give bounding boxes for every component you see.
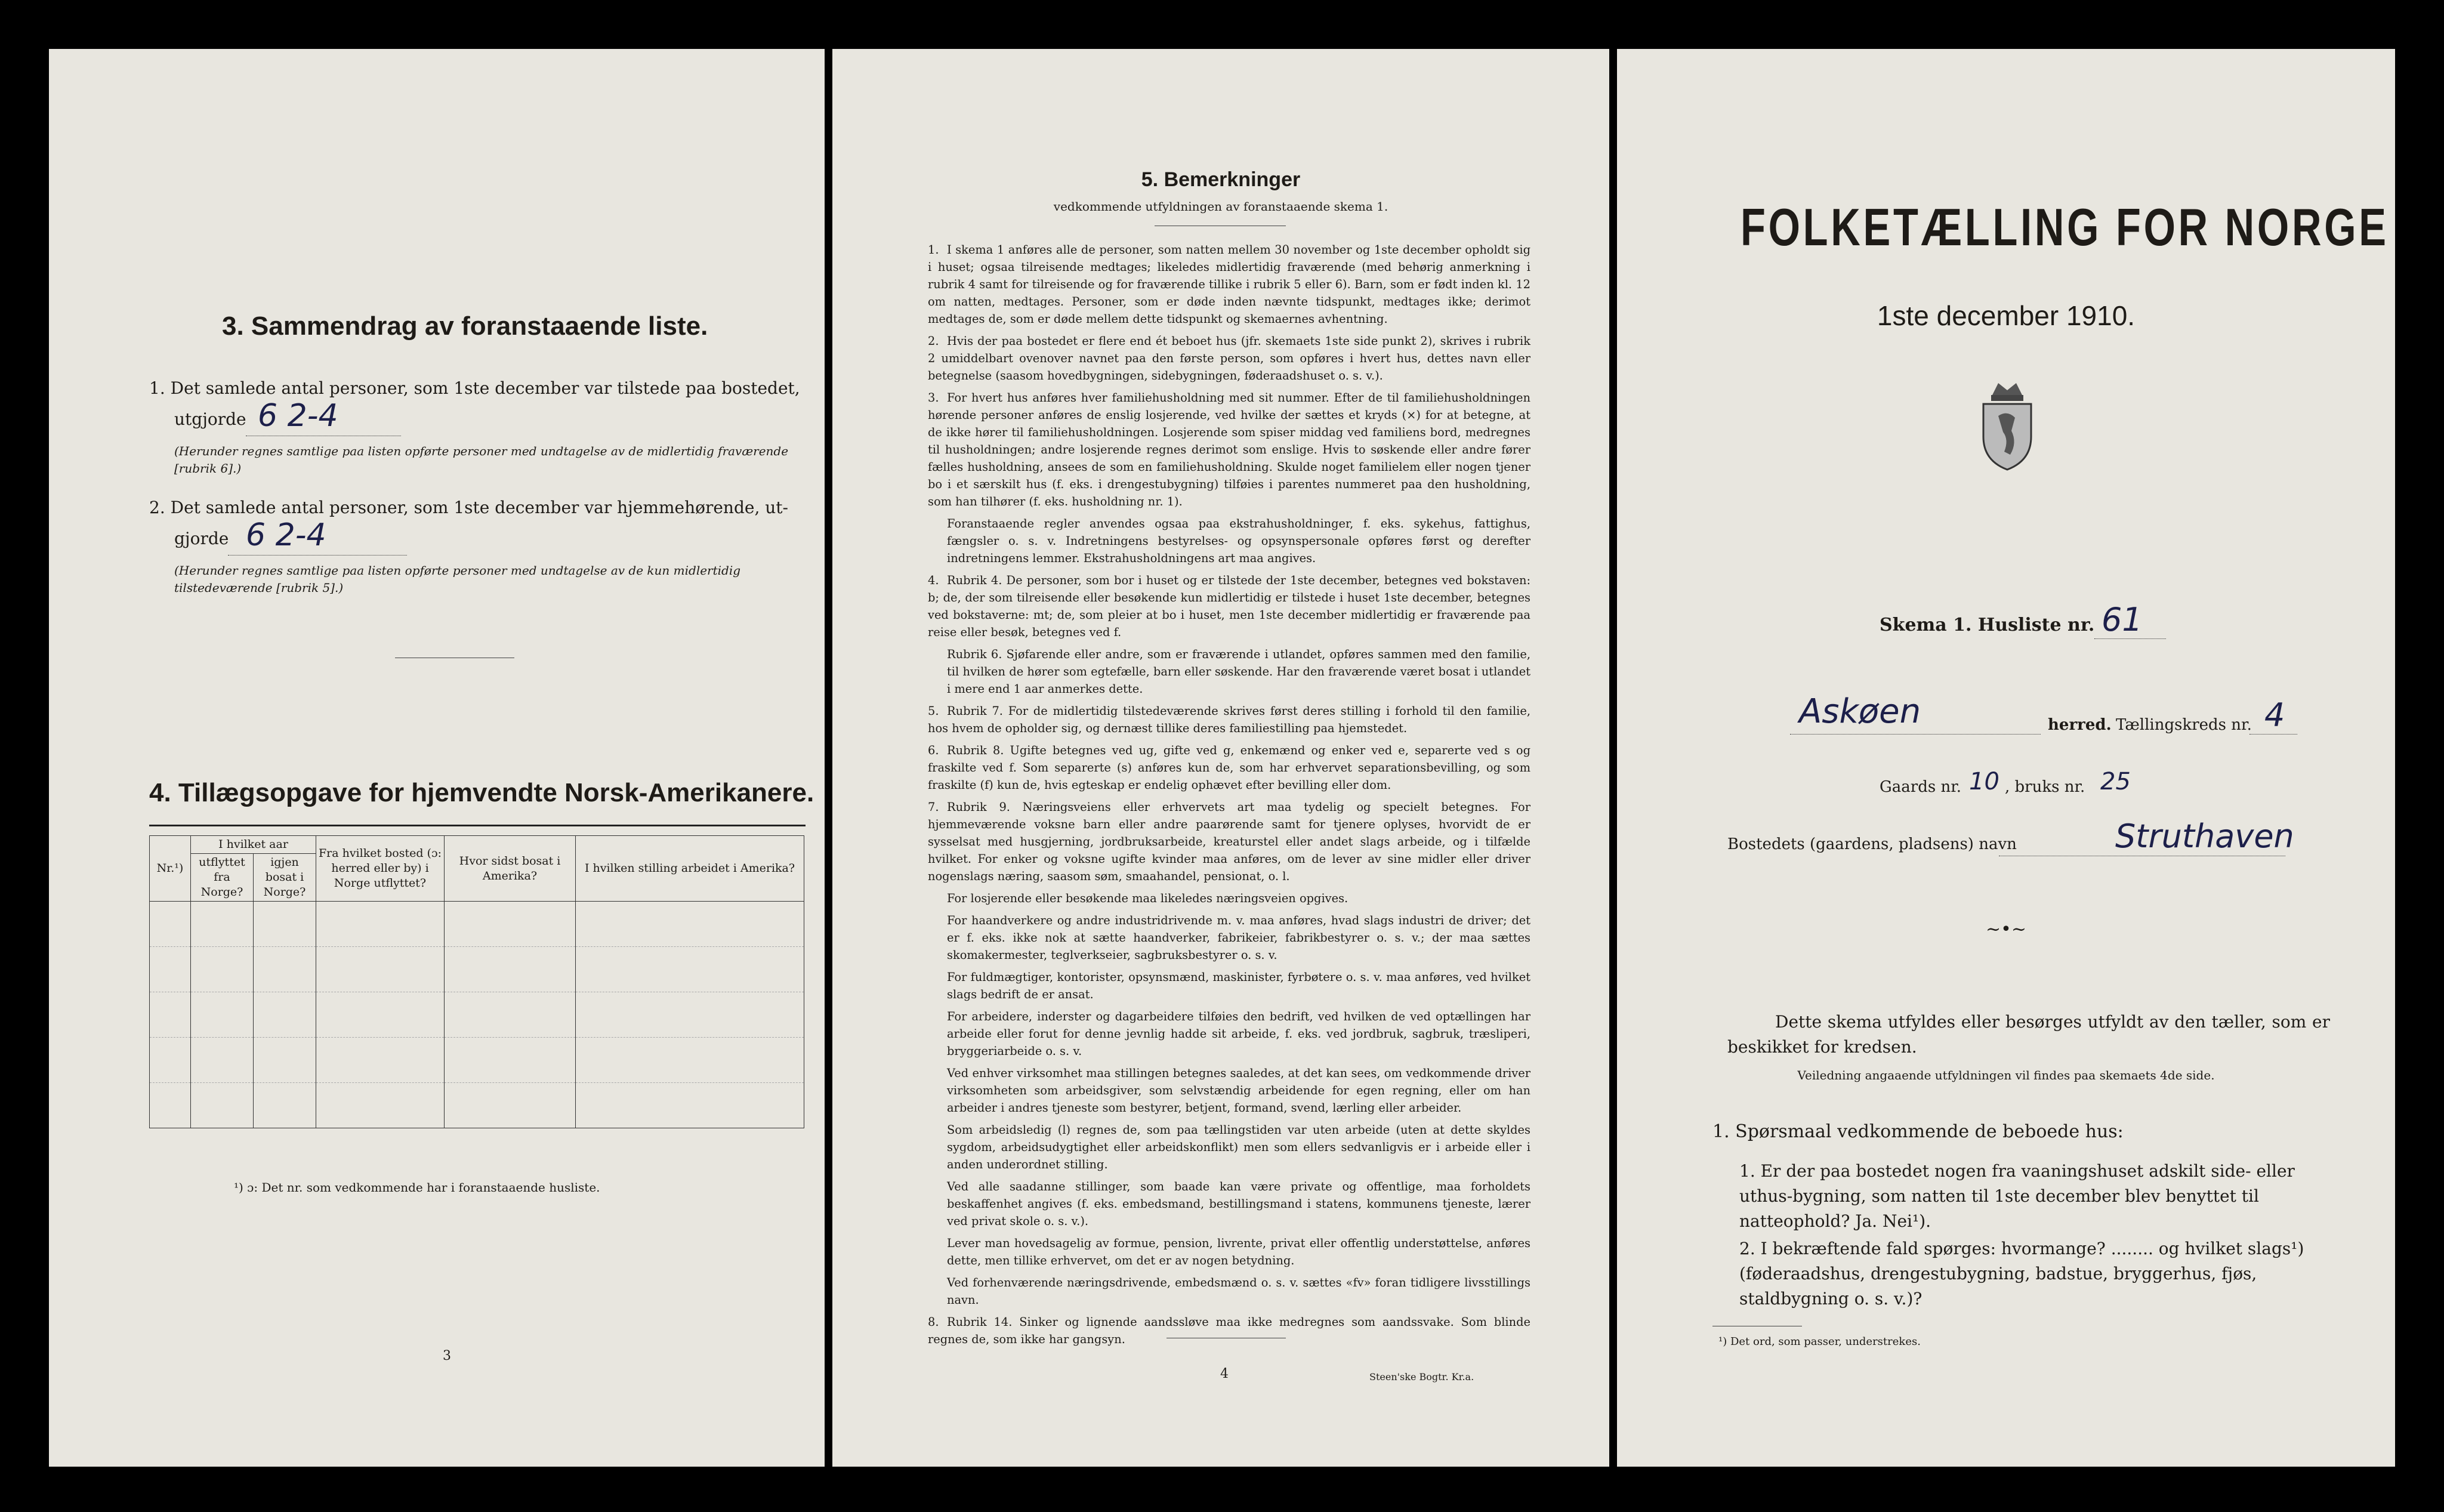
- page-1-cover: [1617, 49, 2395, 1467]
- q2-note: (Herunder regnes samtlige paa listen opførte personer med undtagelse av de kun midlertidig tilstedeværende [rubrik 5].): [174, 563, 741, 595]
- q2-text: 2. Det samlede antal personer, som 1ste december var hjemmehørende, ut-: [149, 498, 788, 517]
- remark-item: Ved forhenværende næringsdrivende, embedsmænd o. s. v. sættes «fv» foran tidligere livsstillings navn.: [947, 1276, 1530, 1307]
- question-1: 1. Er der paa bostedet nogen fra vaaningshuset adskilt side- eller uthus-bygning, som natten til 1ste december blev benyttet til natteophold? Ja. Nei¹).: [1739, 1161, 2295, 1231]
- q2-label: gjorde: [174, 529, 229, 548]
- remark-item: Som arbeidsledig (l) regnes de, som paa tællingstiden var uten arbeide (uten at dette skyldes sygdom, arbeidsudygtighet eller arbeidskonflikt) men som ellers sedvanligvis er i arbeide eller i anden underordnet stilling.: [947, 1123, 1530, 1171]
- remarks-subtitle: vedkommende utfyldningen av foranstaaende skema 1.: [1053, 199, 1388, 214]
- table-footnote: ¹) ɔ: Det nr. som vedkommende har i foranstaaende husliste.: [234, 1180, 600, 1195]
- q1-note: (Herunder regnes samtlige paa listen opførte personer med undtagelse av de midlertidig fraværende [rubrik 6].): [174, 444, 789, 476]
- remark-item: Lever man hovedsagelig av formue, pension, livrente, privat eller offentlig understøttelse, anføres dette, men tillike erhvervet, om det er av nogen betydning.: [947, 1236, 1530, 1267]
- col-utflyttet: utflyttet fra Norge?: [191, 854, 254, 902]
- remark-item: Ved alle saadanne stillinger, som baade kan være private og offentlige, maa forholdets beskaffenhet angives (f. eks. embedsmand, bestillingsmand i statens, kommunens tjeneste, lærer ved privat skole o. s. v.).: [947, 1180, 1530, 1228]
- col-sidst: Hvor sidst bosat i Amerika?: [445, 836, 576, 902]
- col-stilling: I hvilken stilling arbeidet i Amerika?: [576, 836, 804, 902]
- table-row: [150, 902, 804, 947]
- page-3-summary: [49, 49, 825, 1467]
- remark-item: 8. Rubrik 14. Sinker og lignende aandssløve maa ikke medregnes som aandssvake. Som blinde regnes de, som ikke har gangsyn.: [928, 1315, 1530, 1346]
- gaards-label: Gaards nr.: [1880, 778, 1962, 796]
- remark-item: 1. I skema 1 anføres alle de personer, som natten mellem 30 november og 1ste december opholdt sig i huset; ogsaa tilreisende medtages; likeledes midlertidig fraværende (med behørig anmerkning i rubrik 4 samt for tilreisende og for fraværende tillike i rubrik 5 eller 6). Barn, som er født inden kl. 12 om natten, medtages. Personer, som er døde inden nævnte tidspunkt, medtages ikke; derimot medtages de, som er døde mellem dette tidspunkt og skemaernes avhentning.: [928, 243, 1530, 326]
- col-fra: Fra hvilket bosted (ɔ: herred eller by) i Norge utflyttet?: [316, 836, 445, 902]
- table-row: [150, 947, 804, 992]
- q2-handwritten-answer: 6 2-4: [246, 517, 326, 553]
- section-4-title: 4. Tillægsopgave for hjemvendte Norsk-Amerikanere.: [149, 778, 814, 807]
- remark-item: 6. Rubrik 8. Ugifte betegnes ved ug, gifte ved g, enkemænd og enker ved e, separerte ved s og fraskilte ved f. Som separerte (s) anføres kun de, som har erhvervet separationsbevilling, og som fraskilte (f) kun de, hvis egteskap er endelig ophævet efter bevilling eller dom.: [928, 743, 1530, 792]
- questions-title: 1. Spørsmaal vedkommende de beboede hus:: [1712, 1121, 2124, 1142]
- q1-label: utgjorde: [174, 409, 246, 429]
- gaards-number: 10: [1969, 768, 1999, 795]
- norsk-amerikanere-table: [149, 835, 804, 1128]
- remarks-title: 5. Bemerkninger: [1141, 168, 1301, 191]
- ornament: ~•~: [1986, 919, 2026, 940]
- census-date: 1ste december 1910.: [1877, 300, 2136, 331]
- remark-item: Foranstaaende regler anvendes ogsaa paa ekstrahusholdninger, f. eks. sykehus, fattighus, fængsler o. s. v. Indretningens bestyrelses- og opsynspersonale opføres først og derefter indretningens lemmer. Ekstrahusholdningens art maa angives.: [947, 517, 1530, 565]
- remark-item: 5. Rubrik 7. For de midlertidig tilstedeværende skrives først deres stilling i forhold til den familie, hos hvem de opholder sig, og dernæst tillike deres familiestilling paa hjemstedet.: [928, 704, 1530, 735]
- form-title: FOLKETÆLLING FOR NORGE: [1741, 198, 2389, 257]
- q1-text: 1. Det samlede antal personer, som 1ste december var tilstede paa bostedet,: [149, 378, 800, 398]
- cover-footnote: ¹) Det ord, som passer, understrekes.: [1718, 1335, 1921, 1348]
- page-number: 4: [1220, 1366, 1229, 1381]
- remark-item: 7. Rubrik 9. Næringsveiens eller erhvervets art maa tydelig og specielt betegnes. For hjemmeværende voksne barn eller andre paarørende samt for tjenere oplyses, hvorvidt de er sysselsat med husgjerning, jordbruksarbeide, kreaturstel eller andet slags arbeide, og i tilfælde hvilket. For enker og voksne ugifte kvinder maa anføres, om de lever av sine midler eller driver nogenslags næring, saasom søm, smaahandel, pensionat, o. l.: [928, 800, 1530, 883]
- remark-item: 2. Hvis der paa bostedet er flere end ét beboet hus (jfr. skemaets 1ste side punkt 2), skrives i rubrik 2 umiddelbart ovenover navnet paa den første person, som opføres i hvert hus, dettes navn eller betegnelse (saasom hovedbygningen, sidebygningen, føderaadshuset o. s. v.).: [928, 334, 1530, 382]
- norway-coat-of-arms-icon: [1974, 377, 2040, 473]
- table-row: [150, 1038, 804, 1083]
- table-row: [150, 992, 804, 1038]
- printer-mark: Steen'ske Bogtr. Kr.a.: [1369, 1371, 1474, 1383]
- table-row: [150, 1083, 804, 1128]
- bruks-number: 25: [2100, 768, 2131, 795]
- page-4-remarks: [832, 49, 1609, 1467]
- remark-item: 4. Rubrik 4. De personer, som bor i huset og er tilstede der 1ste december, betegnes ved bokstaven: b; de, der som tilreisende eller besøkende kun midlertidig er tilstede i huset 1ste december, betegnes ved bokstaverne: mt; de, som pleier at bo i huset, men 1ste december midlertidig er fraværende paa reise eller besøk, betegnes ved f.: [928, 573, 1530, 639]
- question-2: 2. I bekræftende fald spørges: hvormange? ........ og hvilket slags¹) (føderaadshus, drengestubygning, badstue, bryggerhus, fjøs, staldbygning o. s. v.)?: [1739, 1239, 2304, 1309]
- remark-item: 3. For hvert hus anføres hver familiehusholdning med sit nummer. Efter de til familiehusholdningen hørende personer anføres de enslig losjerende, ved hvilke der sættes et kryds (×) for at betegne, at de ikke hører til familiehusholdningen. Losjerende som spiser middag ved familiens bord, medregnes til husholdningen; andre losjerende regnes derimot som enslige. Hvis to søskende eller andre fører fælles husholdning, ansees de som en familiehusholdning. Skulde noget familielem eller nogen tjener bo i et særskilt hus (f. eks. i drengestubygning) tilføies i parentes nummeret paa den husholdning, som han tilhører (f. eks. husholdning nr. 1).: [928, 391, 1530, 508]
- krets-label: Tællingskreds nr.: [2116, 716, 2252, 734]
- remarks-list: [928, 241, 1530, 1353]
- remark-item: For haandverkere og andre industridrivende m. v. maa anføres, hvad slags industri de driver; det er f. eks. ikke nok at sætte haandverker, fabrikeier, fabrikbestyrer o. s. v.; der maa sættes skomakermester, teglverkseier, sagbruksbestyrer o. s. v.: [947, 914, 1530, 962]
- skema-label: Skema 1. Husliste nr.: [1880, 615, 2095, 635]
- intro-text: Dette skema utfyldes eller besørges utfyldt av den tæller, som er beskikket for kredsen.: [1727, 1012, 2330, 1057]
- herred-label: herred.: [2048, 716, 2112, 734]
- remark-item: Rubrik 6. Sjøfarende eller andre, som er fraværende i utlandet, opføres sammen med den familie, til hvilken de hører som egtefælle, barn eller søskende. Har den fraværende været bosat i utlandet i mere end 1 aar anmerkes dette.: [947, 647, 1530, 696]
- bosted-name: Struthaven: [2115, 817, 2294, 855]
- bosted-label: Bostedets (gaardens, pladsens) navn: [1727, 835, 2017, 853]
- col-igjen: igjen bosat i Norge?: [254, 854, 316, 902]
- krets-number: 4: [2264, 696, 2285, 734]
- bruks-label: , bruks nr.: [2005, 778, 2085, 796]
- remark-item: For losjerende eller besøkende maa likeledes næringsveien opgives.: [947, 891, 1348, 905]
- remark-item: For arbeidere, inderster og dagarbeidere tilføies den bedrift, ved hvilken de ved optællingen har arbeide eller forut for denne jevnlig hadde sit arbeide, f. eks. ved jordbruk, sagbruk, træsliperi, bryggeriarbeide o. s. v.: [947, 1010, 1530, 1058]
- section-3-title: 3. Sammendrag av foranstaaende liste.: [222, 311, 708, 341]
- remark-item: Ved enhver virksomhet maa stillingen betegnes saaledes, at det kan sees, om vedkommende driver virksomheten som arbeidsgiver, som selvstændig arbeidende for egen regning, eller om han arbeider i andres tjeneste som bestyrer, betjent, formand, svend, lærling eller arbeider.: [947, 1066, 1530, 1115]
- remark-item: For fuldmægtiger, kontorister, opsynsmænd, maskinister, fyrbøtere o. s. v. maa anføres, ved hvilket slags bedrift de er ansat.: [947, 970, 1530, 1001]
- q1-handwritten-answer: 6 2-4: [258, 398, 338, 434]
- intro-small: Veiledning angaaende utfyldningen vil findes paa skemaets 4de side.: [1797, 1068, 2215, 1082]
- husliste-number: 61: [2102, 601, 2143, 638]
- col-nr: Nr.¹): [150, 836, 191, 902]
- col-group-year: I hvilket aar: [191, 836, 316, 854]
- herred-name: Askøen: [1799, 692, 1921, 731]
- page-number: 3: [443, 1349, 451, 1363]
